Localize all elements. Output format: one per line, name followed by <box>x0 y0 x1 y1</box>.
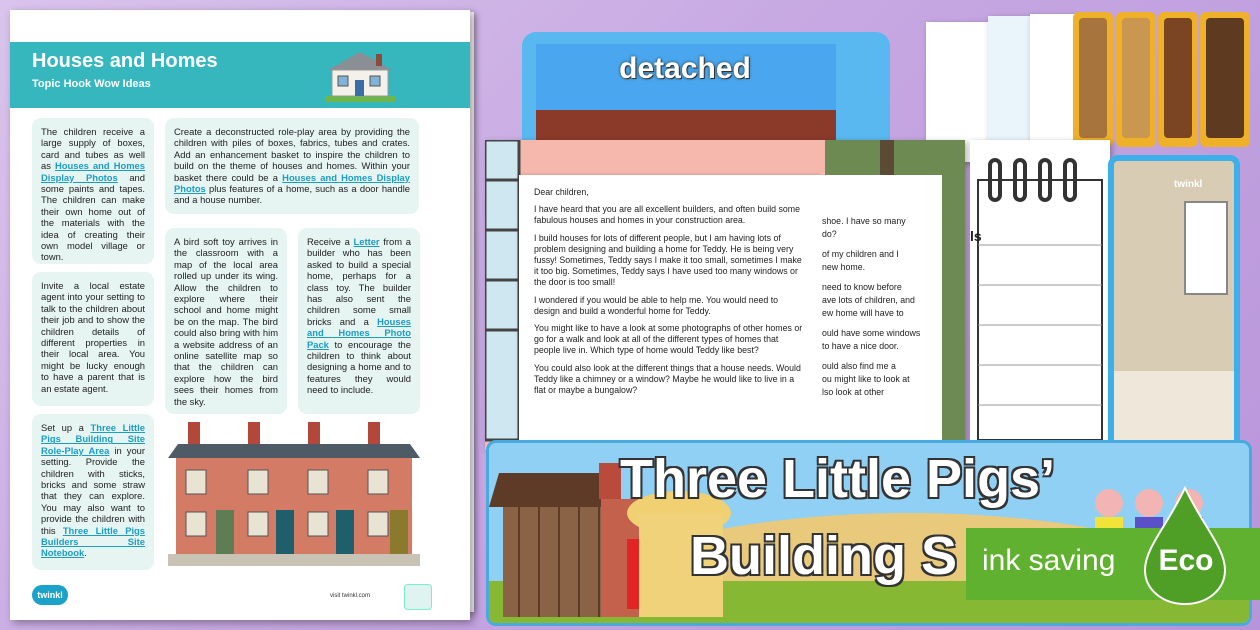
builders-notebook <box>970 140 1110 445</box>
letter-line: new home. <box>822 261 866 272</box>
card-text: The children receive a large supply of boxes, card and tubes as well as <box>41 126 145 172</box>
card-text: Invite a local estate agent into your setting to talk to the children about their job and to show the children details of different properties in their local area. You might be lucky enough to have a parent that is an estate agent. <box>41 280 145 394</box>
card-text: in your setting. Provide the children with sticks, bricks and some straw that they can explore. You may also want to provide the children with this <box>41 444 146 536</box>
banner-title-line-2: Building S <box>690 526 957 586</box>
twinkl-logo: twinkl <box>32 585 68 605</box>
terraced-houses-illustration <box>168 414 420 566</box>
wood-texture-card <box>1116 12 1156 147</box>
wood-texture-card <box>1073 12 1113 147</box>
bathroom-window <box>1184 201 1228 295</box>
houses-homes-photos-link[interactable]: Houses and Homes Display Photos <box>174 171 410 195</box>
document-subtitle: Topic Hook Wow Ideas <box>32 78 151 90</box>
letter-paragraph: I wondered if you would be able to help me. You would need to design and build a wonderful home for Teddy. <box>534 294 779 316</box>
letter-line: ould also find me a <box>822 361 896 372</box>
card-text: . <box>84 547 87 559</box>
eco-label: Eco <box>1158 544 1214 577</box>
card-text: A bird soft toy arrives in the classroom with a map of the local area rolled up under its wing. Allow the children to explore where their school and home might be on the map. The bird could also bring with him a website address of an online satellite map so that the children can explore how the bird sees their homes from the sky. <box>174 236 278 407</box>
twinkl-watermark: twinkl <box>1174 179 1203 190</box>
letter-line: need to know before <box>822 282 902 293</box>
letter-line: lso look at other <box>822 386 885 397</box>
letter-paragraph: I have heard that you are all excellent builders, and often build some fabulous houses and homes in your construction area. <box>534 204 801 226</box>
letter-line: ould have some windows <box>822 328 921 339</box>
idea-card-letter <box>298 228 420 414</box>
document-title: Houses and Homes <box>32 50 218 72</box>
card-text: Create a deconstructed role-play area by providing the children with piles of boxes, fabrics, tubes and crates. Add an enhancement basket to inspire the children to build on the theme of houses and homes. Within your basket there could be a <box>174 126 410 183</box>
letter-paragraph: I build houses for lots of different people, but I am having lots of problem designing and building a home for Teddy. He is being very fussy! Sometimes, Teddy says I make it too small, sometimes I make it too big. Sometimes, Teddy says I have used too many windows or the door is too small! <box>534 232 802 288</box>
notebook-heading: ls <box>970 228 982 244</box>
letter-line: do? <box>822 228 837 239</box>
bathtub <box>1114 371 1234 441</box>
letter-line: to have a nice door. <box>822 340 899 351</box>
builder-letter <box>519 175 819 445</box>
letter-line: ew home will have to <box>822 307 904 318</box>
card-text: Receive a <box>307 236 354 247</box>
background-sheet-grid <box>1030 14 1075 154</box>
idea-card-estate-agent <box>32 272 154 406</box>
letter-paragraph: You might like to have a look at some photographs of other homes or go for a walk and look at all of the different types of homes that people live in. Which type of home would Teddy like best? <box>534 323 803 356</box>
letter-paragraph: You could also look at the different things that a house needs. Would Teddy like a chimney or a window? Maybe he would like to live in a flat or maybe a bungalow? <box>534 362 801 396</box>
footer-url: visit twinkl.com <box>330 593 371 599</box>
banner-title-line-1: Three Little Pigs’ <box>620 449 1056 509</box>
idea-card-boxes <box>32 118 154 264</box>
topic-document <box>10 10 470 620</box>
card-text: and some paints and tapes. The children can make their own home out of the materials with the idea of creating their own model village or town. <box>41 171 145 263</box>
detached-label: detached <box>619 52 751 85</box>
letter-line: shoe. I have so many <box>822 216 906 226</box>
letter-line: ave lots of children, and <box>822 294 915 305</box>
letter-line: ou might like to look at <box>822 373 910 384</box>
house-illustration-icon <box>320 44 400 104</box>
card-text: plus features of a home, such as a door handle and a house number. <box>174 183 410 206</box>
idea-card-three-little-pigs <box>32 414 154 570</box>
photo-pack-link[interactable]: Houses and Homes Photo Pack <box>307 315 411 350</box>
idea-card-bird <box>165 228 287 414</box>
wood-texture-card <box>1200 12 1250 147</box>
builders-notebook-link[interactable]: Three Little Pigs Builders Site Notebook <box>41 524 145 559</box>
card-text: from a builder who has been asked to build a special home, perhaps for a class toy. The builder has also sent the children some small bricks and a <box>307 236 411 327</box>
second-letter <box>818 175 942 445</box>
role-play-area-link[interactable]: Three Little Pigs Building Site Role-Play Area <box>41 422 145 456</box>
card-text: Set up a <box>41 422 91 433</box>
ink-saving-text: ink saving <box>982 544 1116 577</box>
bathroom-photo-card <box>1108 155 1240 457</box>
footer-badge-icon <box>404 584 432 610</box>
idea-card-roleplay <box>165 118 419 214</box>
letter-paragraph: Dear children, <box>534 187 589 197</box>
houses-homes-photos-link[interactable]: Houses and Homes Display Photos <box>41 160 145 183</box>
wood-texture-card <box>1158 12 1198 147</box>
letter-line: of my children and I <box>822 249 899 260</box>
letter-link[interactable]: Letter <box>353 236 380 247</box>
card-text: to encourage the children to think about designing a home and to features they would need to include. <box>307 338 411 396</box>
